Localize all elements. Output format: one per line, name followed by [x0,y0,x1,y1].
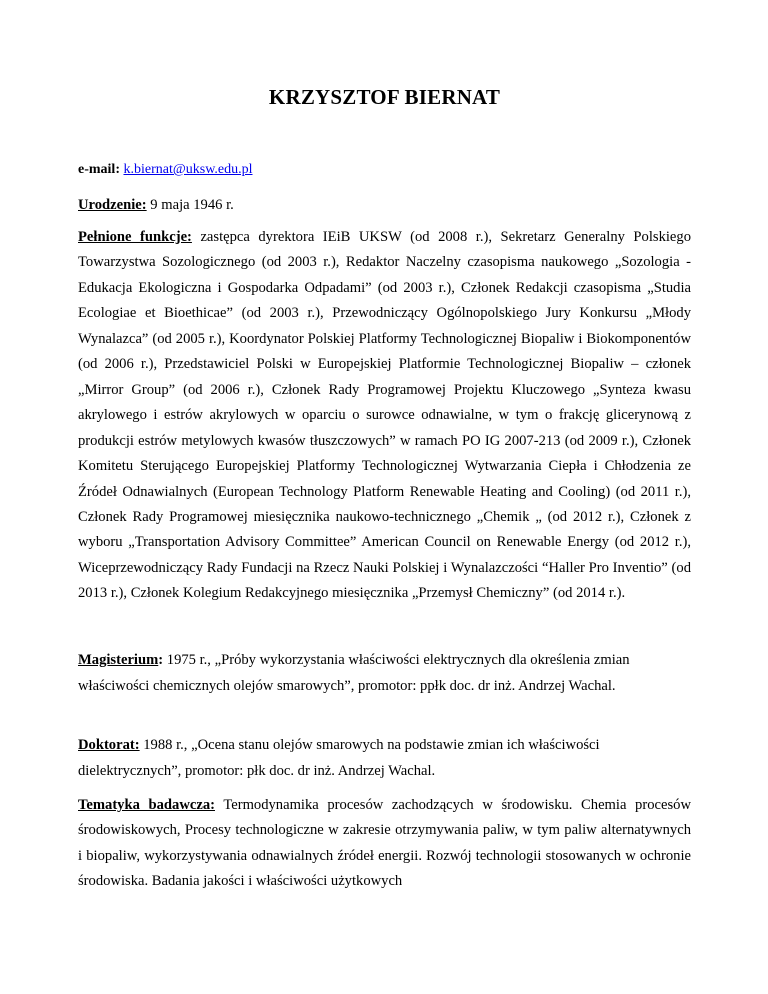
email-label: e-mail: [78,162,120,177]
research-text: Termodynamika procesów zachodzących w środowisku. Chemia procesów środowiskowych, Procesy technologiczne w zakresie otrzymywania paliw, w tym paliw alternatywnych i biopaliw, wykorzystywania odnawialnych źródeł energii. Rozwój technologii stosowanych w ochronie środowiska. Badania jakości i właściwości użytkowych [78,797,691,890]
doctorate-label: Doktorat: [78,737,140,753]
email-link[interactable]: k.biernat@uksw.edu.pl [123,162,253,177]
birth-paragraph [78,194,691,216]
birth-text: 9 maja 1946 r. [146,197,234,213]
research-paragraph [78,793,691,895]
birth-label: Urodzenie: [78,197,147,213]
doctorate-paragraph [78,733,691,785]
email-line [78,160,691,180]
research-label: Tematyka badawcza: [78,797,215,813]
masters-paragraph [78,648,691,700]
page-title: KRZYSZTOF BIERNAT [268,85,501,109]
functions-text: zastępca dyrektora IEiB UKSW (od 2008 r.), Sekretarz Generalny Polskiego Towarzystwa Sozologicznego (od 2003 r.), Redaktor Naczelny czasopisma naukowego „Sozologia - Edukacja Ekologiczna i Gospodarka Odpadami” (od 2003 r.), Członek Redakcji czasopisma „Studia Ecologiae et Bioethicae” (od 2003 r.), Przewodniczący Ogólnopolskiego Jury Konkursu „Młody Wynalazca” (od 2005 r.), Koordynator Polskiej Platformy Technologicznej Biopaliw i Biokomponentów (od 2006 r.), Przedstawiciel Polski w Europejskiej Platformie Technologicznej Biopaliw – członek „Mirror Group” (od 2006 r.), Członek Rady Programowej Projektu Kluczowego „Synteza kwasu akrylowego i estrów akrylowych w oparciu o surowce odnawialne, w tym o frakcję glicerynową z produkcji estrów metylowych kwasów tłuszczowych” w ramach PO IG 2007-213 (od 2009 r.), Członek Komitetu Sterującego Europejskiej Platformy Technologicznej Wytwarzania Ciepła i Chłodzenia ze Źródeł Odnawialnych (European Technology Platform Renewable Heating and Cooling) (od 2011 r.), Członek Rady Programowej miesięcznika naukowo-technicznego „Chemik „ (od 2012 r.), Członek z wyboru „Transportation Advisory Committee” American Council on Renewable Energy (od 2012 r.), Wiceprzewodniczący Rady Fundacji na Rzecz Nauki Polskiej i Wynalazczości “Haller Pro Inventio” (od 2013 r.), Członek Kolegium Redakcyjnego miesięcznika „Przemysł Chemiczny” (od 2014 r.). [78,229,691,602]
functions-label: Pełnione funkcje: [78,229,192,245]
masters-label: Magisterium [78,652,159,668]
masters-label-colon: : [158,652,164,668]
masters-text: 1975 r., „Próby wykorzystania właściwości elektrycznych dla określenia zmian właściwości chemicznych olejów smarowych”, promotor: ppłk doc. dr inż. Andrzej Wachal. [78,652,630,694]
doctorate-text: 1988 r., „Ocena stanu olejów smarowych na podstawie zmian ich właściwości dielektrycznych”, promotor: płk doc. dr inż. Andrzej Wachal. [78,737,600,779]
functions-paragraph [78,225,691,607]
